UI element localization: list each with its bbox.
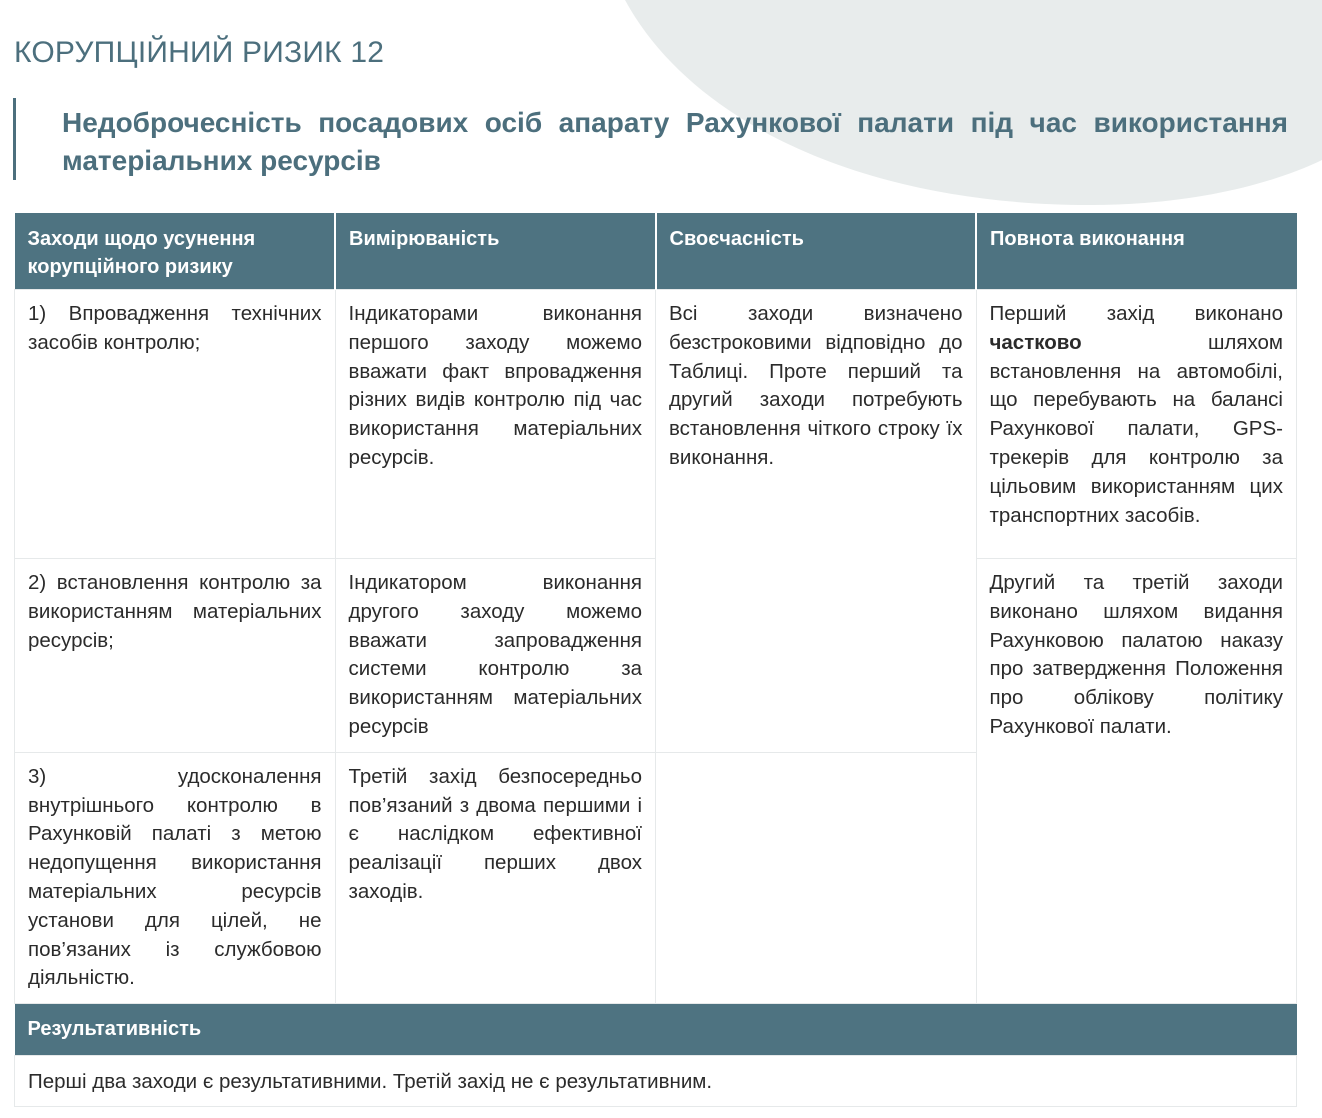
risk-table xyxy=(14,213,1297,1107)
table-header-row xyxy=(15,213,1297,290)
measure-cell: 3) удосконалення внутрішнього контролю в Рахунковій палаті з метою недопущення використання матеріальних ресурсів установи для цілей, не пов’язаних із службовою діяльністю. xyxy=(15,752,336,1003)
risk-label: КОРУПЦІЙНИЙ РИЗИК 12 xyxy=(14,36,385,69)
empty-cell xyxy=(656,752,977,1003)
effectiveness-text: Перші два заходи є результативними. Третій захід не є результативним. xyxy=(15,1056,1297,1107)
timeliness-cell: Всі заходи визначено безстроковими відповідно до Таблиці. Проте перший та другий заходи потребують встановлення чіткого строку їх виконання. xyxy=(656,290,977,753)
measure-cell: 2) встановлення контролю за використанням матеріальних ресурсів; xyxy=(15,559,336,753)
completeness-first-bold: частково xyxy=(989,330,1082,354)
header-completeness: Повнота виконання xyxy=(976,213,1297,290)
measurability-cell: Індикатором виконання другого заходу можемо вважати запровадження системи контролю за використанням матеріальних ресурсів xyxy=(335,559,656,753)
header-measurability: Вимірюваність xyxy=(335,213,656,290)
header-timeliness: Своєчасність xyxy=(656,213,977,290)
effectiveness-row xyxy=(15,1056,1297,1107)
title-block xyxy=(13,98,1288,180)
table-row xyxy=(15,290,1297,559)
effectiveness-header: Результативність xyxy=(15,1004,1297,1056)
completeness-cell xyxy=(976,290,1297,559)
measurability-cell: Третій захід безпосередньо пов’язаний з двома першими і є наслідком ефективної реалізації перших двох заходів. xyxy=(335,752,656,1003)
completeness-first-post: шляхом встановлення на автомобілі, що перебувають на балансі Рахункової палати, GPS-трекерів для контролю за цільовим використанням цих транспортних засобів. xyxy=(989,330,1283,527)
measurability-cell: Індикаторами виконання першого заходу можемо вважати факт впровадження різних видів контролю під час використання матеріальних ресурсів. xyxy=(335,290,656,559)
completeness-first-pre: Перший захід виконано xyxy=(989,302,1283,325)
effectiveness-header-row xyxy=(15,1004,1297,1056)
header-measures: Заходи щодо усунення корупційного ризику xyxy=(15,213,336,290)
measure-cell: 1) Впровадження технічних засобів контролю; xyxy=(15,290,336,559)
completeness-cell: Другий та третій заходи виконано шляхом видання Рахунковою палатою наказу про затвердження Положення про облікову політику Рахункової палати. xyxy=(976,559,1297,1004)
page-title: Недоброчесність посадових осіб апарату Рахункової палати під час використання матеріальних ресурсів xyxy=(62,107,1288,176)
